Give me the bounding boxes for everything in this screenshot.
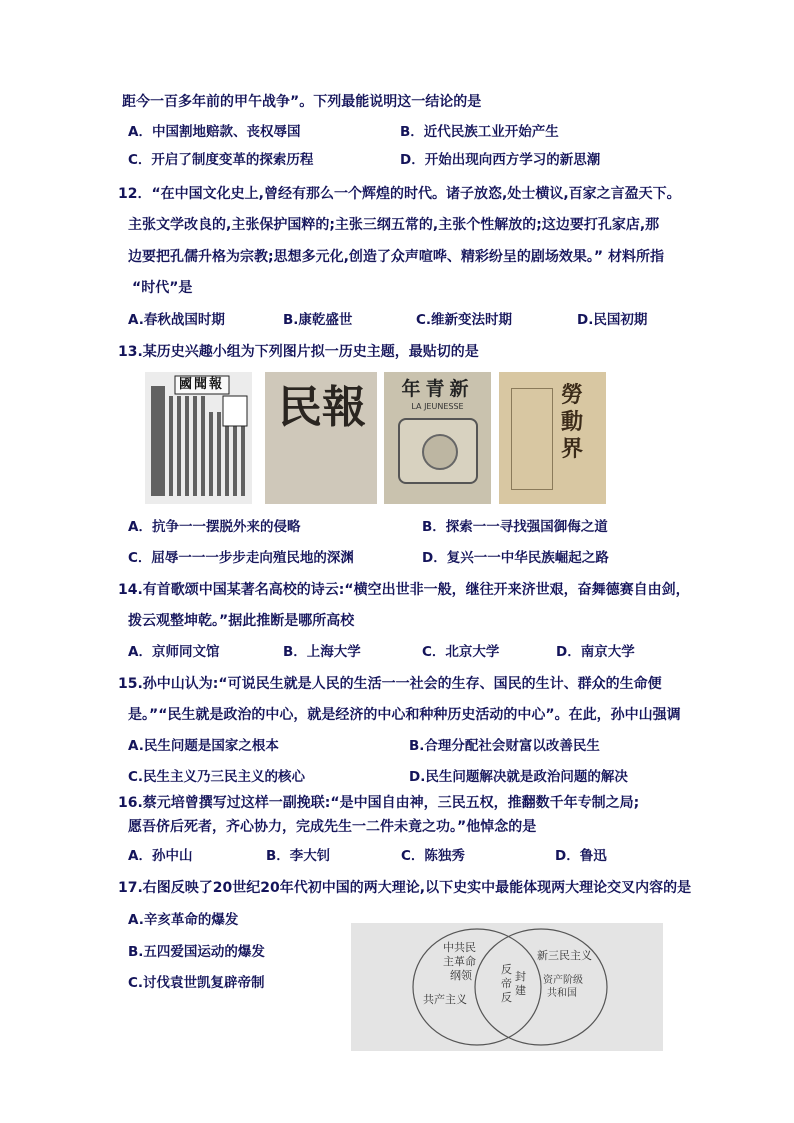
cover-emblem	[422, 434, 458, 470]
q11-option-a: A．中国割地赔款、丧权辱国	[128, 124, 301, 140]
cover-frame	[398, 418, 478, 484]
cover-column-left	[511, 388, 553, 490]
q16-line-1: 16.蔡元培曾撰写过这样一副挽联:“是中国自由神，三民五权，推翻数千年专制之局;	[118, 795, 640, 811]
venn-right-bottom-1: 资产阶级	[543, 975, 583, 986]
q14-line-2: 拨云观整坤乾。”据此推断是哪所高校	[128, 613, 355, 629]
q13-image-3-subtitle: LA JEUNESSE	[411, 402, 464, 411]
q13-image-minbao	[265, 372, 377, 504]
venn-center-3: 反	[501, 991, 512, 1004]
q13-image-2-title: 民報	[278, 382, 366, 433]
q17-stem: 17.右图反映了20世纪20年代初中国的两大理论,以下史实中最能体现两大理论交叉内容的是	[118, 880, 692, 896]
q11-option-c: C．开启了制度变革的探索历程	[128, 152, 314, 168]
q15-option-b: B.合理分配社会财富以改善民生	[409, 738, 600, 754]
q11-option-b: B．近代民族工业开始产生	[400, 124, 559, 140]
q16-option-c: C．陈独秀	[401, 848, 465, 864]
q15-option-d: D.民生问题解决就是政治问题的解决	[409, 769, 628, 785]
venn-center-2: 帝	[501, 977, 512, 990]
q13-image-3-title: 新青年	[401, 378, 474, 400]
venn-center-1: 反	[501, 963, 512, 976]
q12-line-2: 主张文学改良的,主张保护国粹的;主张三纲五常的,主张个性解放的;这边要打孔家店,那	[128, 217, 660, 233]
q14-option-b: B．上海大学	[283, 644, 361, 660]
q12-option-b: B.康乾盛世	[283, 312, 353, 328]
venn-left-top-3: 纲领	[450, 969, 472, 982]
q13-option-a: A．抗争一一摆脱外来的侵略	[128, 519, 301, 535]
venn-left-top-2: 主革命	[443, 955, 476, 968]
q11-stem: 距今一百多年前的甲午战争”。下列最能说明这一结论的是	[122, 94, 482, 110]
q13-stem: 13.某历史兴趣小组为下列图片拟一历史主题，最贴切的是	[118, 344, 479, 360]
q15-option-a: A.民生问题是国家之根本	[128, 738, 279, 754]
q13-image-xinqingnian	[384, 372, 491, 504]
q17-option-c: C.讨伐袁世凯复辟帝制	[128, 975, 265, 991]
q12-option-d: D.民国初期	[577, 312, 648, 328]
q14-line-1: 14.有首歌颂中国某著名高校的诗云:“横空出世非一般，继往开来济世艰，奋舞德赛自由剑，	[118, 582, 690, 598]
q16-option-d: D．鲁迅	[555, 848, 607, 864]
q13-image-laodongjie	[499, 372, 606, 504]
q14-option-d: D．南京大学	[556, 644, 635, 660]
q13-option-c: C．屈辱一一一步步走向殖民地的深渊	[128, 550, 354, 566]
q12-line-1: 12．“在中国文化史上,曾经有那么一个辉煌的时代。诸子放恣,处士横议,百家之言盈天下。	[118, 186, 681, 202]
venn-right-bottom-2: 共和国	[547, 988, 577, 999]
q13-image-guowenbao	[145, 372, 252, 504]
q16-line-2: 愿吾侪后死者，齐心协力，完成先生一二件未竟之功。”他悼念的是	[128, 819, 537, 835]
q16-option-b: B．李大钊	[266, 848, 331, 864]
q13-image-1-title: 國聞報	[179, 377, 225, 392]
q17-venn-diagram	[351, 923, 663, 1051]
q17-option-b: B.五四爱国运动的爆发	[128, 944, 265, 960]
q14-option-c: C．北京大学	[422, 644, 500, 660]
q13-option-b: B．探索一一寻找强国御侮之道	[422, 519, 608, 535]
q13-image-4-title: 勞動界	[561, 382, 584, 462]
venn-right-top: 新三民主义	[537, 949, 592, 962]
venn-center-4: 封	[515, 970, 526, 983]
q14-option-a: A．京师同文馆	[128, 644, 220, 660]
q15-line-1: 15.孙中山认为:“可说民生就是人民的生活一一社会的生存、国民的生计、群众的生命便	[118, 676, 662, 692]
q13-option-d: D．复兴一一中华民族崛起之路	[422, 550, 609, 566]
venn-center-5: 建	[515, 984, 526, 997]
venn-left-bottom: 共产主义	[423, 993, 467, 1006]
q12-option-a: A.春秋战国时期	[128, 312, 225, 328]
q15-line-2: 是。”“民生就是政治的中心，就是经济的中心和种种历史活动的中心”。在此，孙中山强调	[128, 707, 681, 723]
q15-option-c: C.民生主义乃三民主义的核心	[128, 769, 306, 785]
q17-option-a: A.辛亥革命的爆发	[128, 912, 239, 928]
q11-option-d: D．开始出现向西方学习的新思潮	[400, 152, 601, 168]
q12-line-4: “时代”是	[132, 280, 193, 296]
q16-option-a: A．孙中山	[128, 848, 193, 864]
venn-left-top-1: 中共民	[443, 941, 476, 954]
q12-line-3: 边要把孔儒升格为宗教;思想多元化,创造了众声喧哗、精彩纷呈的剧场效果。” 材料所指	[128, 249, 664, 265]
q12-option-c: C.维新变法时期	[416, 312, 513, 328]
